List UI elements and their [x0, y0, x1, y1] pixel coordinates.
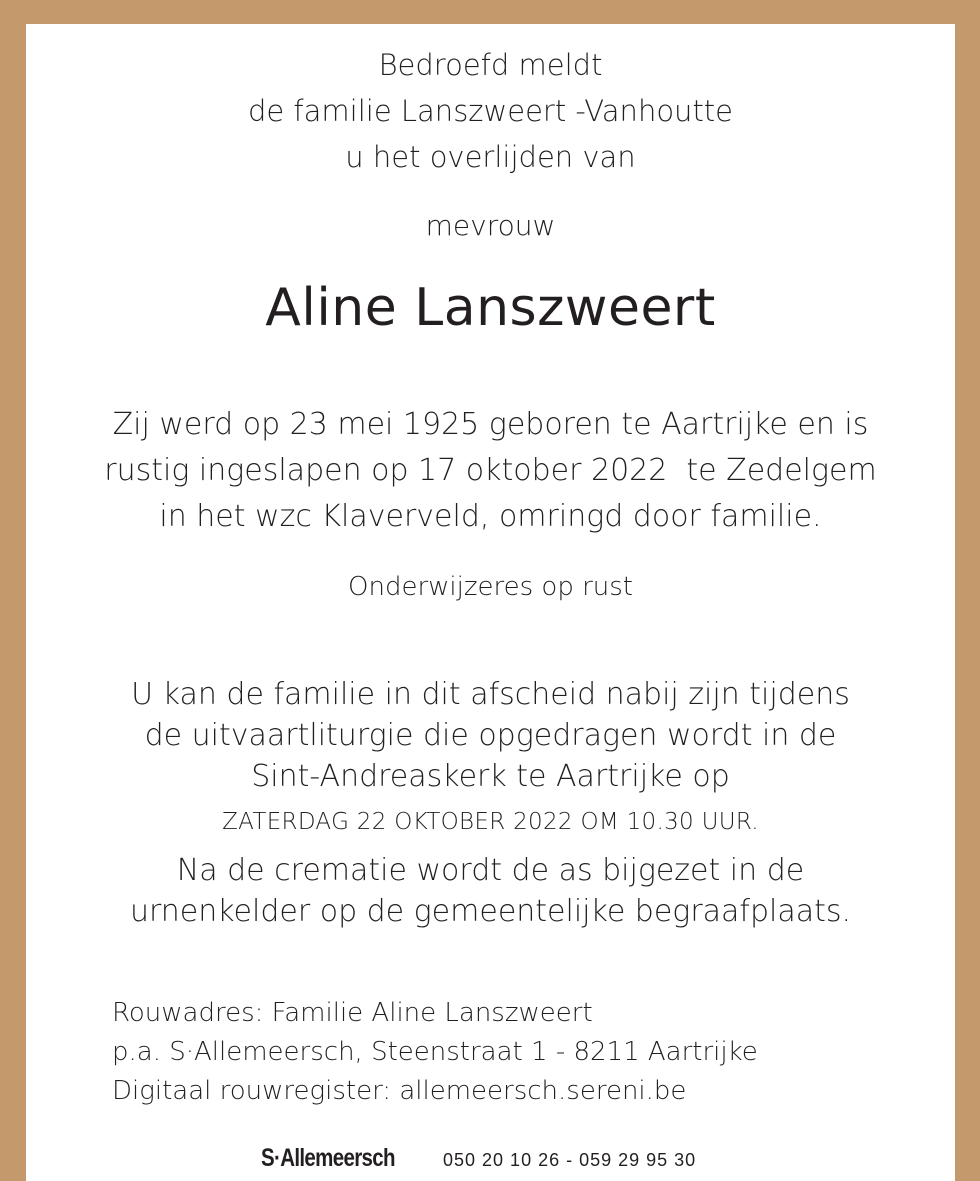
address-line: p.a. S·Allemeersch, Steenstraat 1 - 8211 Aartrijke — [112, 1037, 758, 1067]
service-line: de uitvaartliturgie die opgedragen wordt in de — [144, 718, 837, 753]
bio-line: Zij werd op 23 mei 1925 geboren te Aartrijke en is — [112, 407, 869, 442]
title-word: mevrouw — [425, 209, 556, 242]
service-line: Sint-Andreaskerk te Aartrijke op — [251, 759, 730, 794]
phone-numbers: 050 20 10 26 - 059 29 95 30 — [443, 1150, 697, 1170]
intro-line: Bedroefd meldt — [378, 48, 603, 82]
profession: Onderwijzeres op rust — [348, 572, 633, 602]
service-line: U kan de familie in dit afscheid nabij zijn tijdens — [131, 677, 850, 712]
cremation-info — [26, 850, 955, 932]
deceased-name: Aline Lanszweert — [265, 278, 716, 338]
service-info — [26, 674, 955, 797]
funeral-home-footer — [227, 1130, 759, 1181]
bio-line: in het wzc Klaverveld, omringd door familie. — [159, 499, 822, 534]
address-line: Digitaal rouwregister: allemeersch.sereni.be — [112, 1076, 687, 1106]
service-date: ZATERDAG 22 OKTOBER 2022 OM 10.30 UUR. — [222, 809, 759, 835]
bio-line: rustig ingeslapen op 17 oktober 2022 te Zedelgem — [104, 453, 877, 488]
funeral-home-logo: S·Allemeersch — [261, 1144, 395, 1172]
biography — [26, 402, 955, 540]
mourning-address — [112, 994, 758, 1111]
cremation-line: Na de crematie wordt de as bijgezet in de — [176, 853, 805, 888]
intro-line: u het overlijden van — [345, 140, 636, 174]
intro-text — [26, 42, 955, 180]
address-line: Rouwadres: Familie Aline Lanszweert — [112, 998, 593, 1028]
cremation-line: urnenkelder op de gemeentelijke begraafplaats. — [129, 894, 852, 929]
death-notice-card — [26, 24, 955, 1181]
intro-line: de familie Lanszweert -Vanhoutte — [247, 94, 734, 128]
